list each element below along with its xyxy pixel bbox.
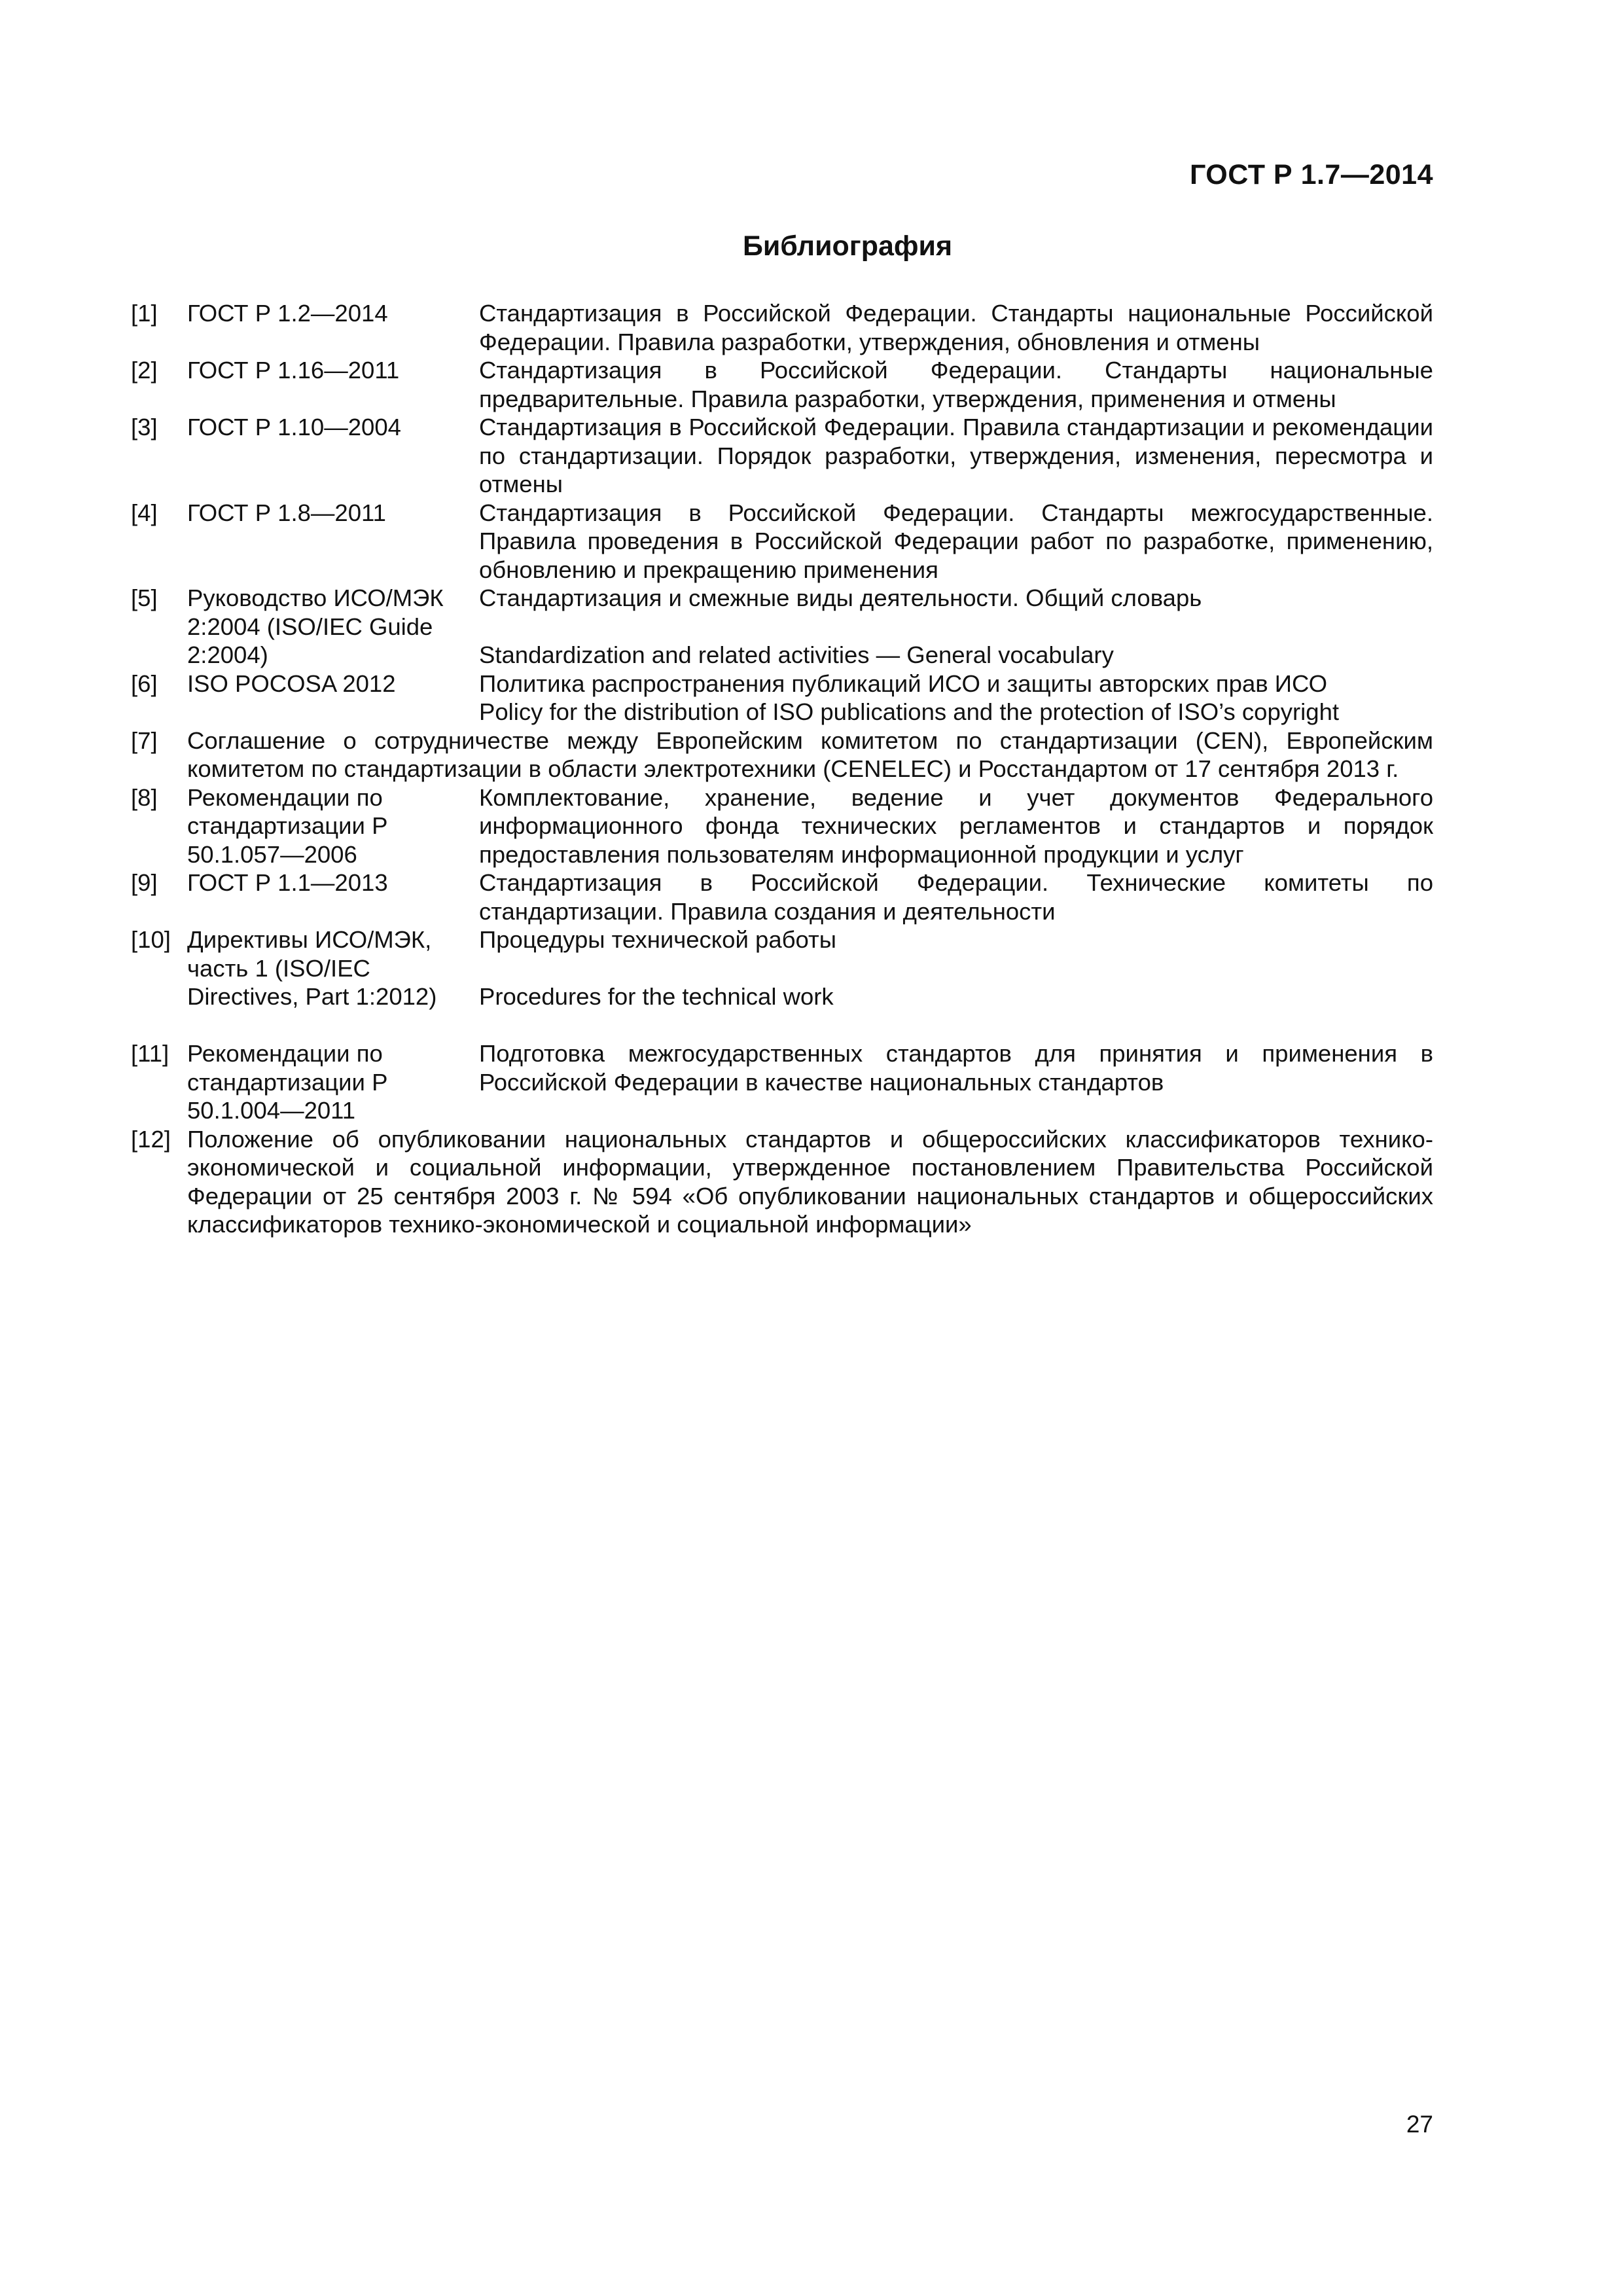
entry-reference: ГОСТ Р 1.1—2013 [187, 869, 388, 896]
entry-reference: Директивы ИСО/МЭК, часть 1 (ISO/IEC Directives, Part 1:2012) [187, 926, 437, 1010]
bibliography-entry [131, 726, 1433, 783]
entry-reference: Рекомендации по стандартизации Р 50.1.004—2011 [187, 1040, 388, 1124]
entry-description [479, 670, 1433, 726]
entry-description-text: Стандартизация в Российской Федерации. Стандарты межгосударственные. Правила проведения в Российской Федерации работ по разработке, применению, обновлению и прекращению применения [479, 499, 1433, 583]
entry-description [479, 356, 1433, 413]
section-title: Библиография [742, 230, 953, 262]
entry-description [479, 413, 1433, 499]
entry-number: [3] [131, 414, 158, 440]
bibliography-list [131, 299, 1433, 1239]
bibliography-entry [131, 1039, 1433, 1125]
entry-description-text: Стандартизация в Российской Федерации. Технические комитеты по стандартизации. Правила создания и деятельности [479, 869, 1433, 925]
entry-number: [1] [131, 300, 158, 327]
bibliography-entry [131, 499, 1433, 584]
entry-number: [11] [131, 1040, 169, 1067]
entry-number: [10] [131, 926, 171, 953]
bibliography-entry [131, 413, 1433, 499]
entry-number: [9] [131, 869, 158, 896]
bibliography-entry [131, 670, 1433, 726]
bibliography-entry [131, 584, 1433, 670]
entry-description-text: Комплектование, хранение, ведение и учет документов Федерального информационного фонда технических регламентов и стандартов и порядок предоставления пользователям информационной продукции и услуг [479, 783, 1433, 868]
entry-description-text: Стандартизация и смежные виды деятельности. Общий словарь [479, 584, 1202, 611]
bibliography-entry [131, 783, 1433, 869]
entry-description-text: Подготовка межгосударственных стандартов для принятия и применения в Российской Федерации в качестве национальных стандартов [479, 1040, 1433, 1096]
entry-description [479, 299, 1433, 356]
entry-description-text: Стандартизация в Российской Федерации. Стандарты национальные Российской Федерации. Правила разработки, утверждения, обновления и отмены [479, 300, 1433, 355]
entry-number: [7] [131, 726, 158, 754]
entry-description-text-en: Procedures for the technical work [479, 983, 834, 1010]
entry-description-text-en: Policy for the distribution of ISO publications and the protection of ISO’s copyright [479, 698, 1340, 725]
entry-full-text: Соглашение о сотрудничестве между Европейским комитетом по стандартизации (CEN), Европейским комитетом по стандартизации в области электротехники (CENELEC) и Росстандартом от 17 сентября 2013 г. [187, 726, 1433, 782]
entry-description [479, 1039, 1433, 1125]
entry-number: [8] [131, 783, 158, 811]
bibliography-entry [131, 869, 1433, 925]
entry-number: [5] [131, 584, 158, 611]
entry-description-text-en: Standardization and related activities — General vocabulary [479, 641, 1114, 668]
bibliography-entry [131, 1125, 1433, 1239]
entry-reference: ГОСТ Р 1.10—2004 [187, 414, 401, 440]
entry-number: [2] [131, 357, 158, 384]
entry-number: [6] [131, 670, 158, 697]
entry-reference: ГОСТ Р 1.16—2011 [187, 357, 400, 384]
entry-reference: ГОСТ Р 1.2—2014 [187, 300, 388, 327]
page-number: 27 [1406, 2111, 1433, 2138]
entry-description [479, 584, 1433, 670]
entry-reference: Руководство ИСО/МЭК 2:2004 (ISO/IEC Guide 2:2004) [187, 584, 444, 668]
entry-description [479, 783, 1433, 869]
entry-reference: ISO POCOSA 2012 [187, 670, 396, 697]
entry-description-text: Процедуры технической работы [479, 926, 836, 953]
bibliography-entry [131, 299, 1433, 356]
entry-description [479, 925, 1433, 1039]
entry-reference: Рекомендации по стандартизации Р 50.1.057—2006 [187, 783, 388, 868]
entry-description [479, 869, 1433, 925]
entry-number: [4] [131, 499, 158, 526]
document-code: ГОСТ Р 1.7—2014 [1189, 159, 1433, 190]
entry-description-text: Стандартизация в Российской Федерации. Правила стандартизации и рекомендации по стандартизации. Порядок разработки, утверждения, изменения, пересмотра и отмены [479, 414, 1433, 497]
entry-description-text: Стандартизация в Российской Федерации. Стандарты национальные предварительные. Правила разработки, утверждения, применения и отмены [479, 357, 1433, 412]
entry-description-text: Политика распространения публикаций ИСО и защиты авторских прав ИСО [479, 670, 1327, 697]
entry-number: [12] [131, 1125, 171, 1153]
entry-description [479, 499, 1433, 584]
entry-reference: ГОСТ Р 1.8—2011 [187, 499, 386, 526]
entry-full-text: Положение об опубликовании национальных стандартов и общероссийских классификаторов технико-экономической и социальной информации, утвержденное постановлением Правительства Российской Федерации от 25 сентября 2003 г. № 594 «Об опубликовании национальных стандартов и общероссийских классификаторов технико-экономической и социальной информации» [187, 1125, 1433, 1238]
bibliography-entry [131, 356, 1433, 413]
bibliography-entry [131, 925, 1433, 1039]
